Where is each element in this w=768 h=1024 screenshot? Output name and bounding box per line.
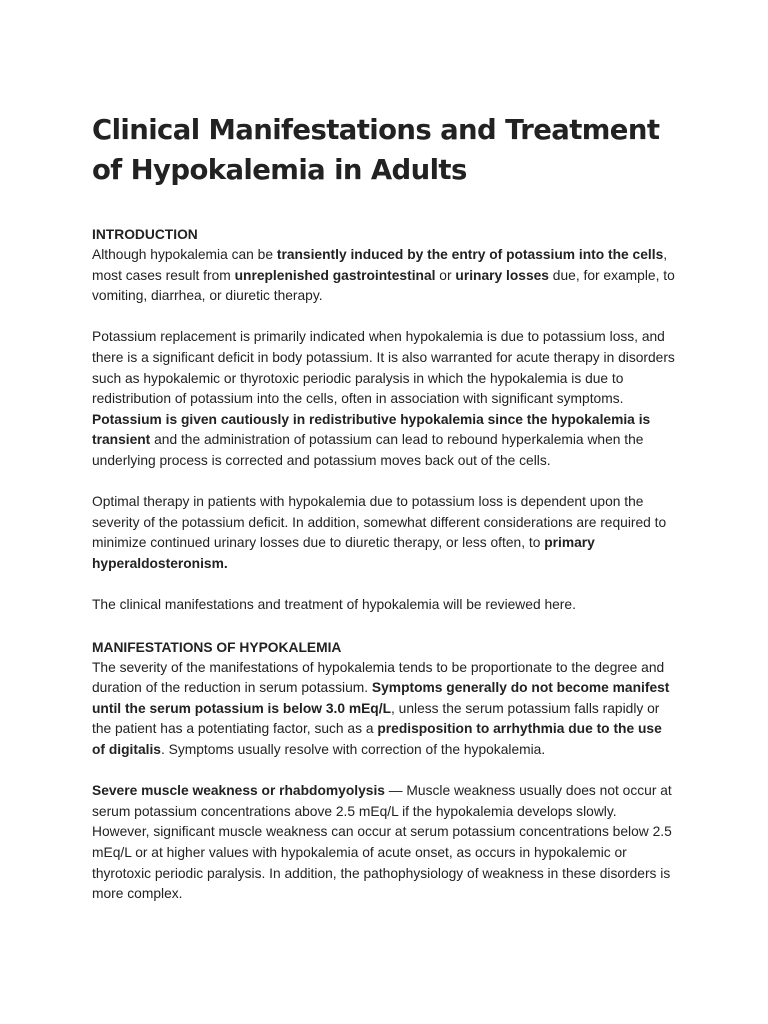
text-run: or [435,267,456,283]
introduction-heading: INTRODUCTION [92,227,198,242]
page-title: Clinical Manifestations and Treatment of Hypokalemia in Adults [92,114,660,186]
introduction-paragraph-1 [92,245,676,307]
bold-run: urinary losses [455,267,549,283]
text-run: due, for example, to vomiting, diarrhea, or diuretic therapy. [92,267,675,304]
text-run: , unless the serum potassium falls rapidly or the patient has a potentiating factor, such as a [92,700,660,737]
bold-run: unreplenished gastrointestinal [234,267,436,283]
bold-run: Potassium is given cautiously in redistributive hypokalemia since the hypokalemia is transient [92,411,651,448]
text-run: Optimal therapy in patients with hypokalemia due to potassium loss is dependent upon the severity of the potassium deficit. In addition, somewhat different considerations are required to minimize continued urinary losses due to diuretic therapy, or less often, to [92,494,667,551]
text-run: — Muscle weakness usually does not occur at serum potassium concentrations above 2.5 mEq/L if the hypokalemia develops slowly. However, significant muscle weakness can occur at serum potassium concentrations below 2.5 mEq/L or at higher values with hypokalemia of acute onset, as occurs in hypokalemic or thyrotoxic periodic paralysis. In addition, the pathophysiology of weakness in these disorders is more complex. [92,783,672,902]
manifestations-paragraph-2 [92,781,676,905]
introduction-paragraph-2 [92,327,676,471]
introduction-paragraph-4: The clinical manifestations and treatment of hypokalemia will be reviewed here. [92,597,576,613]
text-run: Potassium replacement is primarily indicated when hypokalemia is due to potassium loss, and there is a significant deficit in body potassium. It is also warranted for acute therapy in disorders such as hypokalemic or thyrotoxic periodic paralysis in which the hypokalemia is due to redistribution of potassium into the cells, often in association with significant symptoms. [92,329,675,407]
bold-run: primary hyperaldosteronism. [92,535,595,571]
text-run: and the administration of potassium can lead to rebound hyperkalemia when the underlying process is corrected and potassium moves back out of the cells. [92,432,644,468]
text-run: Although hypokalemia can be [92,247,277,262]
bold-run: predisposition to arrhythmia due to the use of digitalis [92,721,662,758]
bold-run: transiently induced by the entry of potassium into the cells [276,247,664,262]
text-run: , most cases result from [92,247,668,283]
introduction-paragraph-3 [92,492,676,574]
text-run: The severity of the manifestations of hypokalemia tends to be proportionate to the degree and duration of the reduction in serum potassium. [92,659,665,696]
text-run: . Symptoms usually resolve with correction of the hypokalemia. [161,742,546,758]
bold-run: Severe muscle weakness or rhabdomyolysis [92,783,385,799]
bold-run: Symptoms generally do not become manifest until the serum potassium is below 3.0 mEq/L [92,680,670,716]
manifestations-heading: MANIFESTATIONS OF HYPOKALEMIA [92,639,342,655]
manifestations-paragraph-1 [92,658,676,761]
